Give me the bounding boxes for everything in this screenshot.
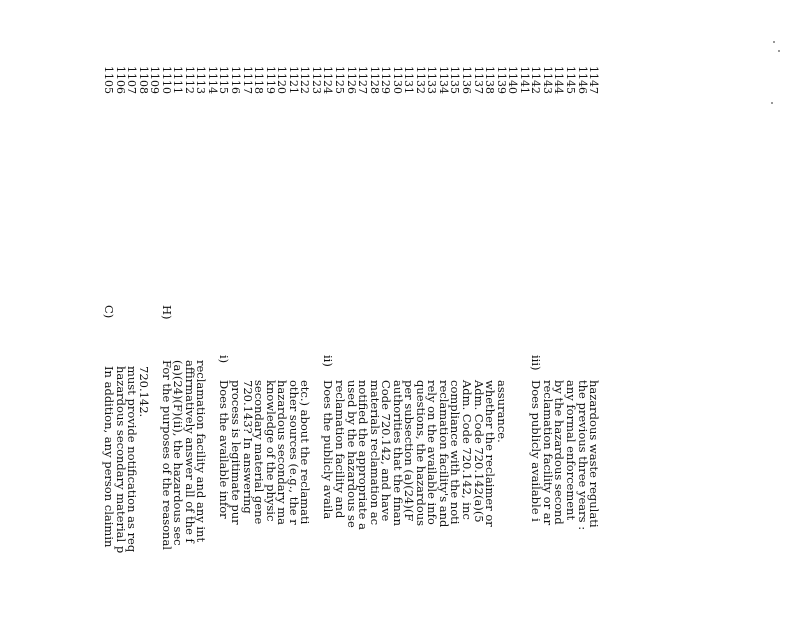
line-number: 1138 (483, 66, 497, 94)
item-text-line: etc.) about the reclamati (298, 380, 313, 525)
item-text-line: assurance. (494, 380, 509, 443)
item-text-line: Adm. Code 720.142, inc (460, 380, 475, 520)
line-number: 1132 (413, 66, 427, 94)
line-number: 1106 (113, 66, 127, 94)
line-number: 1127 (356, 66, 370, 94)
line-number: 1128 (367, 66, 381, 94)
item-text-line: Code 720.142, and have (379, 380, 394, 522)
item-text-line: secondary material gene (252, 380, 267, 525)
item-label: ii) (321, 355, 336, 367)
line-number: 1120 (275, 66, 289, 94)
item-label: H) (159, 305, 174, 320)
item-text-line: affirmatively answer all of the f (182, 360, 197, 543)
item-text-line: by the hazardous second (552, 380, 567, 525)
line-number: 1144 (552, 66, 566, 94)
item-text-line: any formal enforcement (564, 380, 578, 521)
line-number: 1142 (529, 66, 543, 94)
item-text-line: other sources (e.g., the r (286, 380, 301, 525)
item-text-line: (a)(24)(F)(ii), the hazardous sec (171, 360, 186, 546)
item-text-line: Does the publicly availa (321, 380, 336, 520)
line-number: 1114 (205, 66, 219, 94)
line-number: 1117 (240, 66, 254, 94)
item-text-line: reclamation facility or ar (540, 380, 555, 526)
line-number: 1137 (471, 66, 485, 94)
line-number: 1143 (540, 66, 554, 94)
item-text-line: compliance with the noti (448, 380, 463, 525)
line-number: 1123 (309, 66, 323, 94)
line-number: 1111 (171, 66, 185, 94)
scan-speck (771, 102, 773, 104)
line-number: 1134 (436, 66, 450, 94)
line-number: 1110 (159, 66, 173, 94)
item-text-line: rely on the available info (425, 380, 440, 525)
item-text-line: materials reclamation ac (367, 380, 382, 526)
line-number: 1109 (148, 66, 162, 94)
item-text-line: hazardous secondary ma (275, 380, 290, 526)
line-number: 1105 (102, 66, 115, 94)
line-number: 1141 (517, 66, 531, 94)
item-text-line: reclamation facility's and (436, 380, 451, 528)
line-number: 1130 (390, 66, 404, 94)
line-number: 1145 (564, 66, 577, 94)
item-text-line: per subsection (a)(24)(F (402, 380, 417, 522)
line-number: 1124 (321, 66, 335, 94)
scan-speck (773, 41, 775, 43)
line-number: 1107 (125, 66, 139, 94)
item-text-line: notified the appropriate a (356, 380, 371, 530)
item-text-line: In addition, any person claimin (102, 366, 116, 548)
item-text-line: process is legitimate pur (229, 380, 244, 525)
line-number: 1133 (425, 66, 439, 94)
scan-speck (778, 50, 780, 52)
line-number: 1108 (136, 66, 150, 94)
item-text-line: questions, the hazardous (413, 380, 428, 527)
line-number: 1112 (182, 66, 196, 94)
line-number: 1129 (379, 66, 393, 94)
item-text-line: authorities that the finan (390, 380, 405, 527)
item-text-line: knowledge of the physic (263, 380, 278, 522)
line-number: 1139 (494, 66, 508, 94)
item-text-line: Does publicly available i (529, 380, 544, 522)
line-number: 1115 (217, 66, 231, 94)
line-number: 1136 (460, 66, 474, 94)
item-text-line: reclamation facility and any int (194, 360, 209, 543)
line-number: 1135 (448, 66, 462, 94)
line-number: 1121 (286, 66, 300, 94)
line-number: 1113 (194, 66, 208, 94)
line-number: 1125 (333, 66, 346, 94)
item-text-line: the previous three years : (575, 380, 590, 531)
item-text-line: reclamation facility and (333, 380, 347, 519)
item-text-line: must provide notification as req (125, 366, 140, 553)
line-number: 1140 (506, 66, 520, 94)
line-number: 1126 (344, 66, 358, 94)
line-number: 1116 (229, 66, 243, 94)
item-text-line: whether the reclaimer or (483, 380, 498, 527)
line-number: 1122 (298, 66, 312, 94)
line-number: 1118 (252, 66, 266, 94)
item-text-line: Adm. Code 720.142(a)(5 (471, 380, 486, 523)
item-text-line: hazardous waste regulati (587, 380, 602, 528)
item-text-line: hazardous secondary material p (113, 366, 128, 554)
item-label: C) (102, 305, 116, 319)
item-text-line: used by the hazardous se (344, 380, 359, 528)
item-label: i) (217, 355, 232, 364)
line-number: 1146 (575, 66, 589, 94)
item-text-line: For the purposes of the reasonal (159, 360, 174, 550)
line-number: 1147 (587, 66, 601, 94)
line-number: 1131 (402, 66, 416, 94)
item-text-line: Does the available infor (217, 380, 232, 519)
item-text-line: 720.142. (136, 366, 151, 418)
item-text-line: 720.143? In answering (240, 380, 255, 514)
line-number: 1119 (263, 66, 277, 94)
item-label: iii) (529, 355, 544, 371)
